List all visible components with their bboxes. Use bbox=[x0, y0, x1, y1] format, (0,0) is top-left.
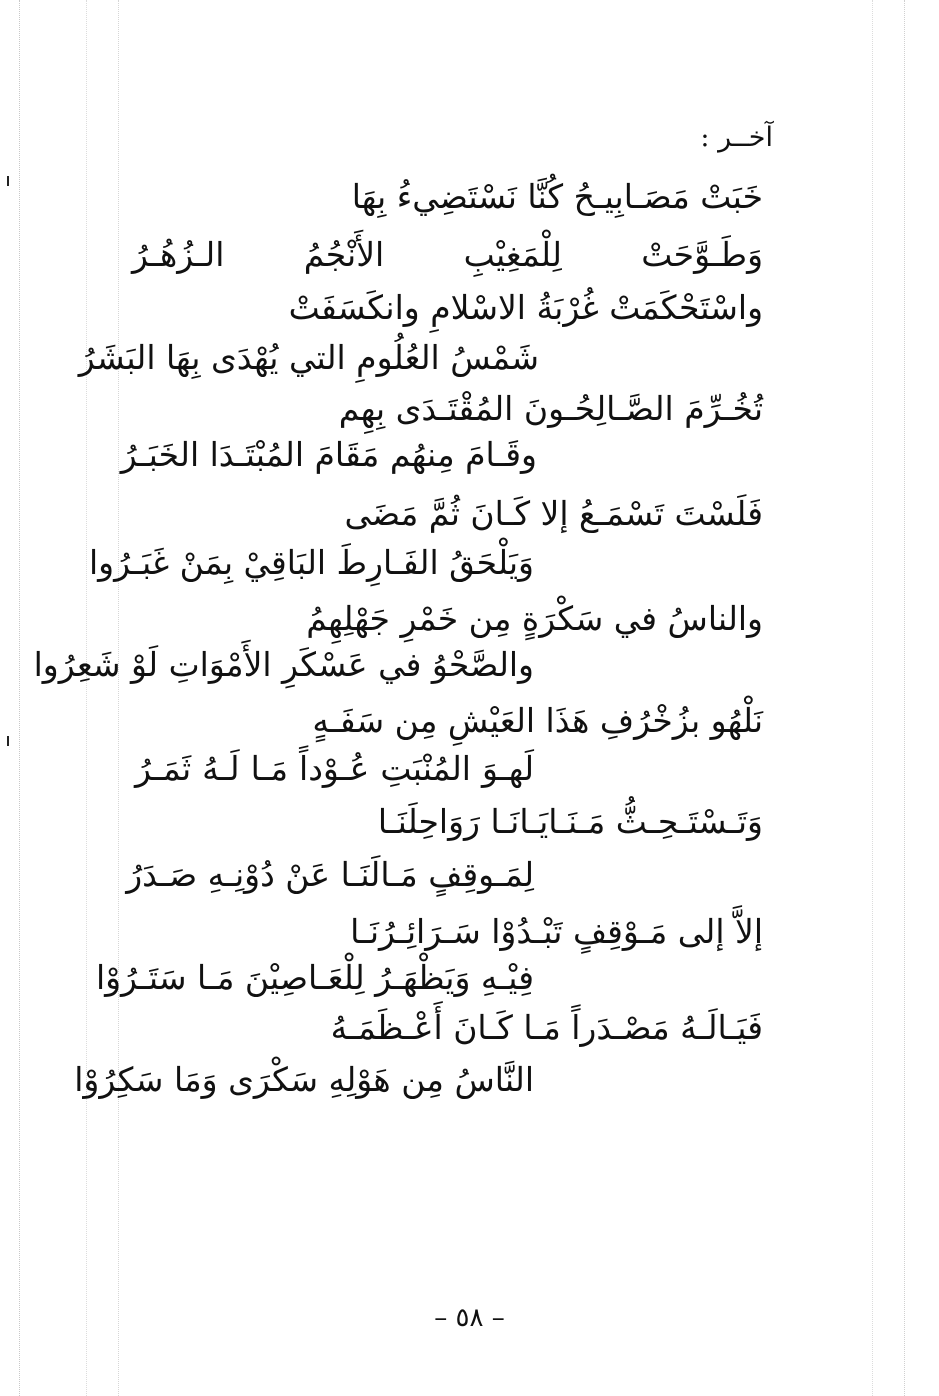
poem-line: فَيَـالَـهُ مَصْـدَراً مَـا كَـانَ أَعْـظَمَـهُ bbox=[330, 1008, 763, 1047]
poem-line: خَبَتْ مَصَـابِيـحُ كُنَّا نَسْتَضِيءُ بِهَا bbox=[351, 177, 763, 216]
poem-line: تُخُـرِّمَ الصَّـالِحُـونَ المُقْتَـدَى بِهِم bbox=[338, 389, 763, 428]
poem-line: وَطَـوَّحَتْ لِلْمَغِيْبِ الأَنْجُمُ الـزُهُـرُ bbox=[132, 235, 763, 274]
poem-line: وقَـامَ مِنهُم مَقَامَ المُبْتَـدَا الخَبَـرُ bbox=[120, 435, 537, 474]
poem-line: النَّاسُ مِن هَوْلِهِ سَكْرَى وَمَا سَكِرُوْا bbox=[74, 1060, 534, 1099]
poem-line: لَهـوَ المُنْبَتِ عُـوْداً مَـا لَـهُ ثَمَـرُ bbox=[135, 749, 534, 788]
poem-line: وَتَـسْتَـحِـثُّ مَـنَـايَـانَـا رَوَاحِلَنَـا bbox=[377, 802, 763, 841]
section-label: آخــر : bbox=[700, 122, 773, 153]
poem-line: والناسُ في سَكْرَةٍ مِن خَمْرِ جَهْلِهِمُ bbox=[306, 599, 763, 638]
poem-line: إلاَّ إلى مَـوْقِفٍ تَبْـدُوْا سَـرَائِـرُنَـا bbox=[350, 912, 763, 951]
poem-line: نَلْهُو بزُخْرُفِ هَذَا العَيْشِ مِن سَفَـهٍ bbox=[312, 701, 763, 740]
poem-line: والصَّحْوُ في عَسْكَرِ الأَمْوَاتِ لَوْ شَعِرُوا bbox=[33, 645, 534, 684]
poem-line: شَمْسُ العُلُومِ التي يُهْدَى بِهَا البَشَرُ bbox=[78, 338, 539, 377]
poem-line: وَيَلْحَقُ الفَـارِطَ البَاقِيْ بِمَنْ غَبَـرُوا bbox=[88, 543, 534, 582]
poem-line: لِمَـوقِفٍ مَـالَنَـا عَنْ دُوْنِـهِ صَـدَرُ bbox=[126, 855, 534, 894]
page-number: – ٥٨ – bbox=[434, 1303, 505, 1333]
poem-line: فِيْـهِ وَيَظْهَـرُ لِلْعَـاصِيْنَ مَـا سَتَـرُوْا bbox=[95, 958, 534, 997]
poem-line: فَلَسْتَ تَسْمَـعُ إلا كَـانَ ثُمَّ مَضَى bbox=[344, 494, 763, 533]
poem-line: واسْتَحْكَمَتْ غُرْبَةُ الاسْلامِ وانكَسَفَتْ bbox=[288, 288, 763, 327]
